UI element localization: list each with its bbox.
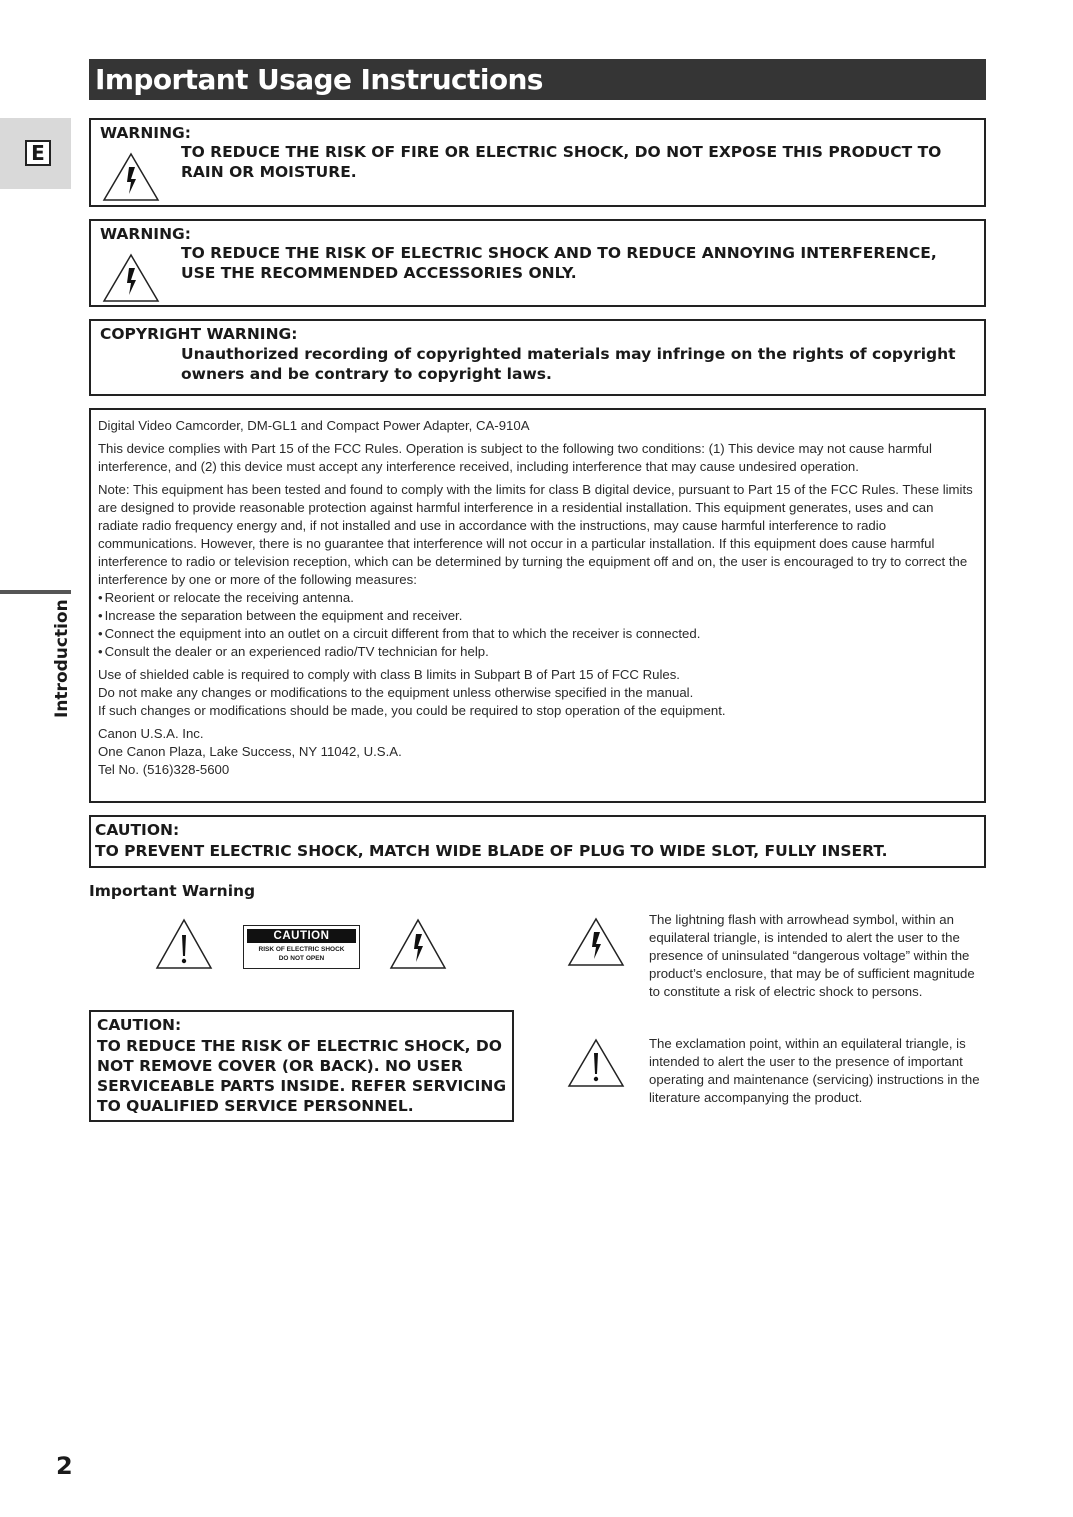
caution-badge-line: RISK OF ELECTRIC SHOCK [258,946,345,953]
page-number: 2 [56,1452,73,1480]
fcc-note: Note: This equipment has been tested and found to comply with the limits for class B digital device, pursuant to Part 15 of the FCC Rules. These limits are designed to provide reasonable protection against harmful interference in a residential installation. This equipment generates, uses and can radiate radio frequency energy and, if not installed and use in accordance with the instructions, may cause harmful interference to radio communications. However, there is no guarantee that interference will not occur in a particular installation. If this equipment does cause harmful interference to radio or television reception, which can be determined by turning the equipment off and on, the user is encouraged to try to correct the interference by one or more of the following measures: [98,482,973,587]
caution-label: CAUTION: [97,1016,182,1034]
company-name: Canon U.S.A. Inc. [98,726,204,741]
warning-text: TO REDUCE THE RISK OF ELECTRIC SHOCK AND TO REDUCE ANNOYING INTERFERENCE, USE THE RECOMMENDED ACCESSORIES ONLY. [181,244,937,282]
caution-plug-box [89,815,986,868]
caution-badge-line: DO NOT OPEN [278,955,325,962]
exclamation-triangle-icon [155,918,213,970]
list-item: • Increase the separation between the equipment and receiver. [98,607,976,625]
warning-label: WARNING: [100,124,191,142]
caution-text: TO REDUCE THE RISK OF ELECTRIC SHOCK, DO NOT REMOVE COVER (OR BACK). NO USER SERVICEABLE PARTS INSIDE. REFER SERVICING TO QUALIFIED SERVICE PERSONNEL. [97,1037,507,1115]
section-divider [0,590,71,594]
lightning-warning-icon [102,253,160,303]
section-label: Introduction [52,599,72,718]
exclamation-triangle-icon [567,1038,625,1088]
fcc-notice-box [89,408,986,803]
lightning-triangle-icon [389,918,447,970]
measures-list [98,589,976,661]
exclamation-symbol-description: The exclamation point, within an equilateral triangle, is intended to alert the user to the presence of important operating and maintenance (servicing) instructions in the literature accompanying the product. [649,1036,980,1105]
important-warning-heading: Important Warning [89,882,256,900]
caution-badge-title: CAUTION [247,929,356,943]
warning-box-fire [89,118,986,207]
caution-cover-box [89,1010,514,1122]
warning-text: TO REDUCE THE RISK OF FIRE OR ELECTRIC SHOCK, DO NOT EXPOSE THIS PRODUCT TO RAIN OR MOISTURE. [181,143,942,181]
lightning-warning-icon [102,152,160,202]
caution-label-icon [243,925,360,969]
lightning-symbol-description: The lightning flash with arrowhead symbol, within an equilateral triangle, is intended to alert the user to the presence of uninsulated “dangerous voltage” within the product’s enclosure, that may be of sufficient magnitude to constitute a risk of electric shock to persons. [649,912,975,999]
page-title: Important Usage Instructions [89,59,986,100]
warning-box-accessories [89,219,986,307]
list-item: • Reorient or relocate the receiving antenna. [98,589,976,607]
company-tel: Tel No. (516)328-5600 [98,762,230,777]
fcc-compliance: This device complies with Part 15 of the FCC Rules. Operation is subject to the following two conditions: (1) This device may not cause harmful interference, and (2) this device must accept any interference received, including interference that may cause undesired operation. [98,441,932,474]
caution-text: TO PREVENT ELECTRIC SHOCK, MATCH WIDE BLADE OF PLUG TO WIDE SLOT, FULLY INSERT. [95,842,888,860]
modifications-text: Do not make any changes or modifications to the equipment unless otherwise specified in the manual. [98,685,694,700]
list-item: • Consult the dealer or an experienced radio/TV technician for help. [98,643,976,661]
company-address: One Canon Plaza, Lake Success, NY 11042, U.S.A. [98,744,402,759]
copyright-text: Unauthorized recording of copyrighted materials may infringe on the rights of copyright owners and be contrary to copyright laws. [181,345,956,383]
copyright-warning-box [89,319,986,396]
warning-label: WARNING: [100,225,191,243]
list-item: • Connect the equipment into an outlet on a circuit different from that to which the receiver is connected. [98,625,976,643]
lightning-triangle-icon [567,917,625,967]
language-letter: E [25,140,51,166]
copyright-label: COPYRIGHT WARNING: [100,325,298,343]
product-name: Digital Video Camcorder, DM-GL1 and Compact Power Adapter, CA-910A [98,418,530,433]
stop-operation-text: If such changes or modifications should be made, you could be required to stop operation of the equipment. [98,703,726,718]
caution-label: CAUTION: [95,821,180,839]
shielded-cable-text: Use of shielded cable is required to comply with class B limits in Subpart B of Part 15 of FCC Rules. [98,667,680,682]
